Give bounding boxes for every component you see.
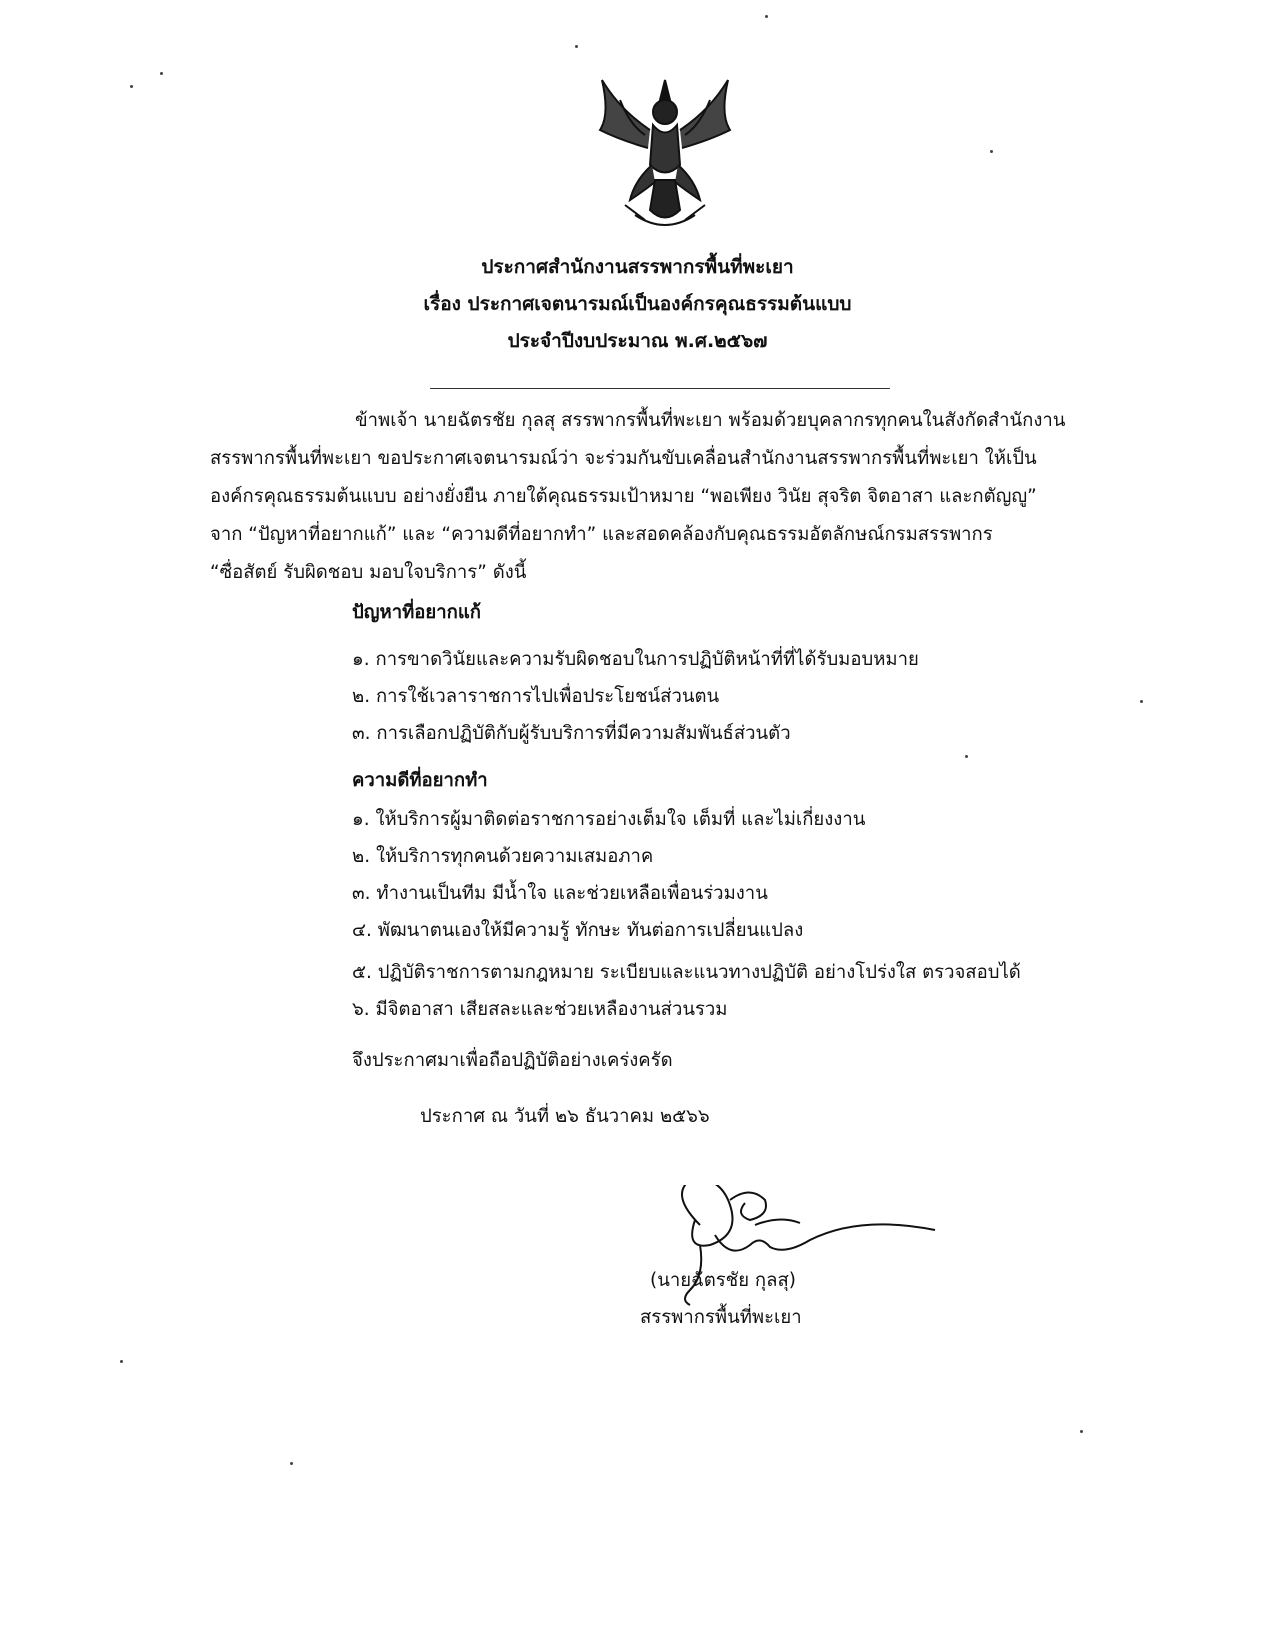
scan-speck	[1080, 1430, 1083, 1433]
paragraph-line: องค์กรคุณธรรมต้นแบบ อย่างยั่งยืน ภายใต้คุณธรรมเป้าหมาย “พอเพียง วินัย สุจริต จิตอาสา และกตัญญู”	[210, 486, 1037, 507]
good-item: ๕. ปฏิบัติราชการตามกฎหมาย ระเบียบและแนวทางปฏิบัติ อย่างโปร่งใส ตรวจสอบได้	[352, 962, 1021, 983]
header-fiscal-year: ประจำปีงบประมาณ พ.ศ.๒๕๖๗	[507, 330, 768, 352]
scan-speck	[990, 150, 993, 153]
scan-speck	[160, 72, 163, 75]
problem-item: ๒. การใช้เวลาราชการไปเพื่อประโยชน์ส่วนตน	[352, 686, 720, 707]
closing-statement: จึงประกาศมาเพื่อถือปฏิบัติอย่างเคร่งครัด	[352, 1050, 673, 1071]
scan-speck	[765, 15, 768, 18]
signatory-name: (นายฉัตรชัย กุลสุ)	[650, 1270, 796, 1291]
intro-paragraph	[210, 402, 1110, 592]
good-item: ๑. ให้บริการผู้มาติดต่อราชการอย่างเต็มใจ เต็มที่ และไม่เกี่ยงงาน	[352, 809, 866, 830]
problems-heading: ปัญหาที่อยากแก้	[352, 602, 481, 623]
scan-speck	[965, 755, 968, 758]
header-title: ประกาศสำนักงานสรรพากรพื้นที่พะเยา	[481, 256, 794, 278]
good-item: ๔. พัฒนาตนเองให้มีความรู้ ทักษะ ทันต่อการเปลี่ยนแปลง	[352, 920, 804, 941]
paragraph-line: “ซื่อสัตย์ รับผิดชอบ มอบใจบริการ” ดังนี้	[210, 562, 527, 583]
scan-speck	[130, 85, 133, 88]
goods-heading: ความดีที่อยากทำ	[352, 770, 488, 791]
paragraph-line: สรรพากรพื้นที่พะเยา ขอประกาศเจตนารมณ์ว่า จะร่วมกันขับเคลื่อนสำนักงานสรรพากรพื้นที่พะเยา ให้เป็น	[210, 448, 1037, 469]
paragraph-line: ข้าพเจ้า นายฉัตรชัย กุลสุ สรรพากรพื้นที่พะเยา พร้อมด้วยบุคลากรทุกคนในสังกัดสำนักงาน	[355, 410, 1066, 431]
good-item: ๖. มีจิตอาสา เสียสละและช่วยเหลืองานส่วนรวม	[352, 999, 728, 1020]
announcement-date: ประกาศ ณ วันที่ ๒๖ ธันวาคม ๒๕๖๖	[420, 1106, 710, 1127]
good-item: ๓. ทำงานเป็นทีม มีน้ำใจ และช่วยเหลือเพื่อนร่วมงาน	[352, 883, 768, 904]
scan-speck	[575, 45, 578, 48]
paragraph-line: จาก “ปัญหาที่อยากแก้” และ “ความดีที่อยากทำ” และสอดคล้องกับคุณธรรมอัตลักษณ์กรมสรรพากร	[210, 524, 993, 545]
header-subject: เรื่อง ประกาศเจตนารมณ์เป็นองค์กรคุณธรรมต้นแบบ	[423, 293, 852, 315]
scan-speck	[290, 1462, 293, 1465]
header-divider	[430, 388, 890, 389]
problem-item: ๓. การเลือกปฏิบัติกับผู้รับบริการที่มีความสัมพันธ์ส่วนตัว	[352, 723, 791, 744]
problem-item: ๑. การขาดวินัยและความรับผิดชอบในการปฏิบัติหน้าที่ที่ได้รับมอบหมาย	[352, 649, 919, 670]
scan-speck	[120, 1360, 123, 1363]
garuda-emblem-icon	[590, 70, 740, 240]
scan-speck	[1140, 700, 1143, 703]
signatory-position: สรรพากรพื้นที่พะเยา	[640, 1307, 802, 1328]
good-item: ๒. ให้บริการทุกคนด้วยความเสมอภาค	[352, 846, 654, 867]
